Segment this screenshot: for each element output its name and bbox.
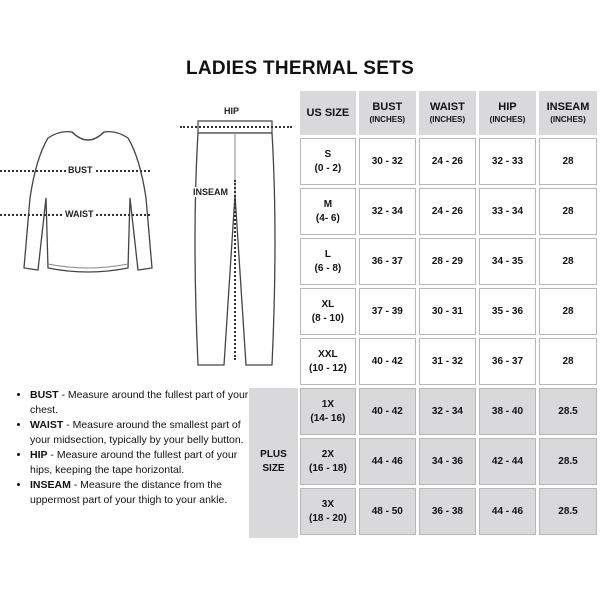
waist-cell: 24 - 26	[419, 188, 476, 235]
hip-cell: 38 - 40	[479, 388, 536, 435]
table-row	[300, 188, 597, 235]
hip-cell: 36 - 37	[479, 338, 536, 385]
table-row	[300, 238, 597, 285]
hip-cell: 32 - 33	[479, 138, 536, 185]
inseam-cell: 28.5	[539, 438, 597, 485]
note-item: • WAIST - Measure around the smallest part of your midsection, typically by your belly button.	[30, 418, 258, 448]
hip-line	[180, 126, 292, 128]
bust-label: BUST	[68, 165, 93, 175]
bust-cell: 36 - 37	[359, 238, 416, 285]
inseam-cell: 28.5	[539, 388, 597, 435]
waist-label: WAIST	[65, 209, 94, 219]
note-item: • BUST - Measure around the fullest part of your chest.	[30, 388, 258, 418]
bust-cell: 30 - 32	[359, 138, 416, 185]
table-row	[300, 288, 597, 335]
waist-cell: 28 - 29	[419, 238, 476, 285]
table-header-row	[300, 91, 597, 135]
hip-cell: 33 - 34	[479, 188, 536, 235]
plus-table-row	[300, 438, 597, 485]
note-item: • INSEAM - Measure the distance from the uppermost part of your thigh to your ankle.	[30, 478, 258, 508]
waist-cell: 34 - 36	[419, 438, 476, 485]
table-row	[300, 138, 597, 185]
size-cell: 1X (14- 16)	[300, 388, 356, 435]
header-inseam: INSEAM (INCHES)	[539, 91, 597, 135]
inseam-cell: 28	[539, 138, 597, 185]
waist-cell: 36 - 38	[419, 488, 476, 535]
table-row	[300, 338, 597, 385]
bust-cell: 37 - 39	[359, 288, 416, 335]
shirt-illustration	[0, 118, 175, 278]
inseam-cell: 28	[539, 188, 597, 235]
plus-table-row	[300, 388, 597, 435]
size-cell: L (6 - 8)	[300, 238, 356, 285]
measurement-notes	[16, 388, 258, 508]
page-title: LADIES THERMAL SETS	[185, 58, 415, 79]
header-hip: HIP (INCHES)	[479, 91, 536, 135]
header-waist: WAIST (INCHES)	[419, 91, 476, 135]
inseam-label: INSEAM	[193, 187, 229, 197]
note-item: • HIP - Measure around the fullest part of your hips, keeping the tape horizontal.	[30, 448, 258, 478]
hip-cell: 42 - 44	[479, 438, 536, 485]
inseam-cell: 28.5	[539, 488, 597, 535]
waist-cell: 24 - 26	[419, 138, 476, 185]
bust-cell: 40 - 42	[359, 338, 416, 385]
waist-cell: 32 - 34	[419, 388, 476, 435]
size-cell: 3X (18 - 20)	[300, 488, 356, 535]
bust-cell: 48 - 50	[359, 488, 416, 535]
plus-table-row	[300, 488, 597, 535]
size-cell: M (4- 6)	[300, 188, 356, 235]
hip-cell: 34 - 35	[479, 238, 536, 285]
size-cell: 2X (16 - 18)	[300, 438, 356, 485]
waist-cell: 30 - 31	[419, 288, 476, 335]
inseam-cell: 28	[539, 238, 597, 285]
header-bust: BUST (INCHES)	[359, 91, 416, 135]
size-cell: XL (8 - 10)	[300, 288, 356, 335]
size-cell: S (0 - 2)	[300, 138, 356, 185]
plus-size-label: PLUS SIZE	[260, 449, 287, 474]
hip-cell: 44 - 46	[479, 488, 536, 535]
waist-cell: 31 - 32	[419, 338, 476, 385]
size-cell: XXL (10 - 12)	[300, 338, 356, 385]
hip-label: HIP	[224, 106, 240, 116]
size-chart-table	[297, 88, 600, 538]
header-us-size: US SIZE	[300, 91, 356, 135]
bust-cell: 44 - 46	[359, 438, 416, 485]
bust-cell: 40 - 42	[359, 388, 416, 435]
inseam-line	[234, 180, 236, 360]
inseam-cell: 28	[539, 288, 597, 335]
inseam-cell: 28	[539, 338, 597, 385]
hip-cell: 35 - 36	[479, 288, 536, 335]
bust-cell: 32 - 34	[359, 188, 416, 235]
